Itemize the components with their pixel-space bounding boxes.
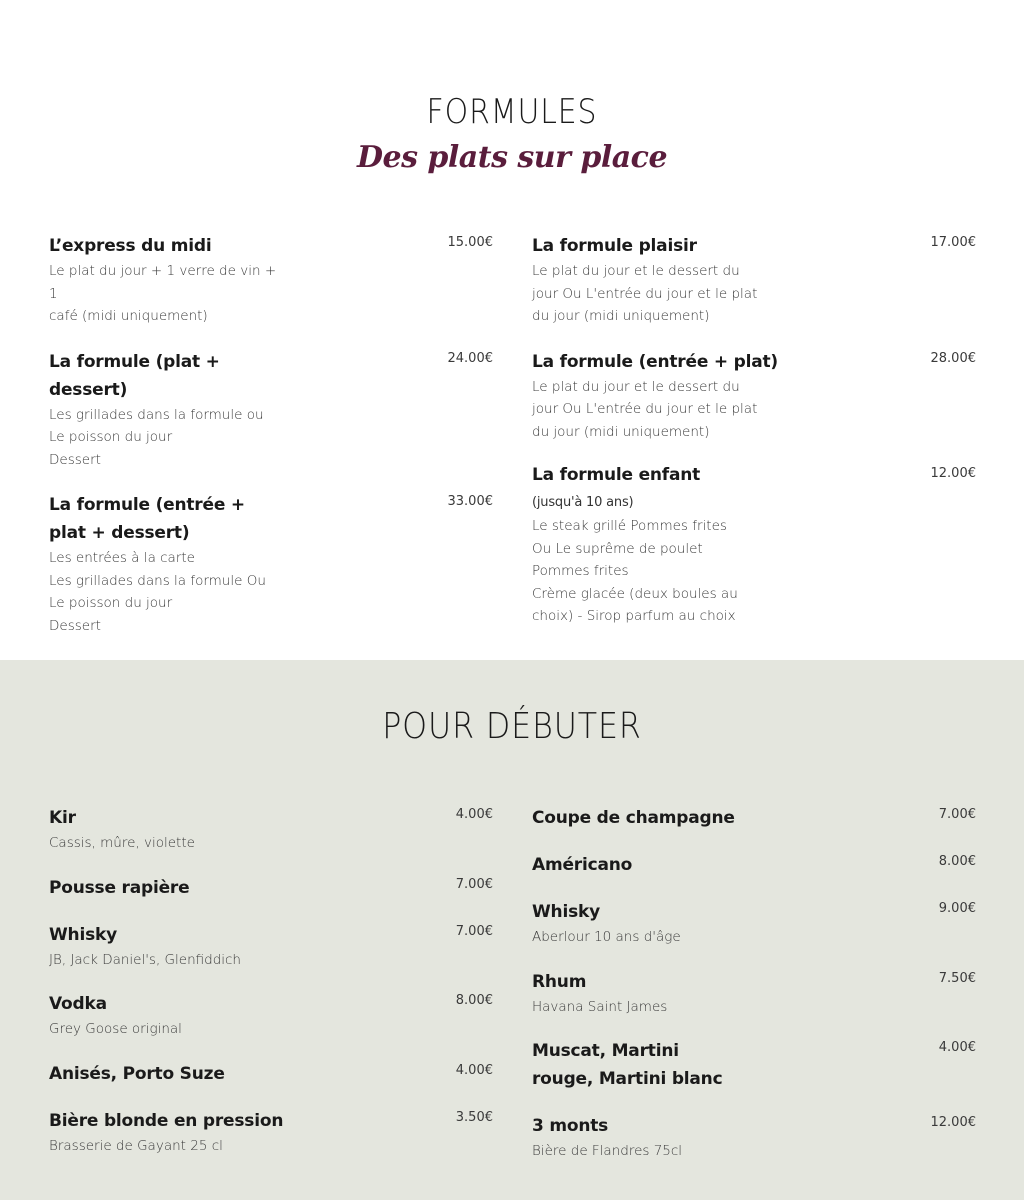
item-name: Américano	[532, 855, 633, 875]
item-description: Le plat du jour et le dessert du jour Ou L'entrée du jour et le plat du jour (midi uniquement)	[532, 378, 758, 440]
item-price: 4.00€	[938, 1040, 976, 1055]
menu-item	[532, 1037, 976, 1093]
item-description: Havana Saint James	[532, 998, 668, 1015]
menu-item	[532, 348, 976, 444]
item-description: Aberlour 10 ans d'âge	[532, 929, 681, 945]
debuter-section	[0, 660, 1024, 1200]
item-name: Coupe de champagne	[532, 808, 735, 828]
item-description: Cassis, mûre, violette	[49, 835, 195, 851]
item-name: Vodka	[49, 994, 107, 1014]
item-price: 24.00€	[447, 350, 493, 366]
item-name: L’express du midi	[49, 236, 212, 256]
menu-item	[532, 804, 976, 832]
item-name: Muscat, Martini rouge, Martini blanc	[532, 1041, 723, 1089]
menu-item	[532, 851, 976, 879]
menu-item	[49, 990, 493, 1041]
item-price: 7.50€	[938, 970, 976, 986]
menu-item	[49, 232, 493, 328]
item-name: Kir	[49, 808, 76, 828]
item-description: Grey Goose original	[49, 1021, 182, 1037]
item-description: Les grillades dans la formule ou Le poisson du jour Dessert	[49, 406, 264, 468]
item-price: 28.00€	[930, 350, 976, 366]
menu-item	[532, 232, 976, 328]
item-name: Anisés, Porto Suze	[49, 1063, 225, 1084]
menu-item	[49, 921, 493, 972]
item-price: 9.00€	[938, 901, 976, 916]
item-name: Pousse rapière	[49, 877, 190, 898]
item-description: Bière de Flandres 75cl	[532, 1143, 683, 1159]
menu-item	[49, 1107, 493, 1158]
item-price: 33.00€	[447, 494, 493, 509]
item-name: La formule (entrée + plat + dessert)	[49, 495, 245, 543]
item-price: 8.00€	[455, 993, 493, 1008]
item-description: Le plat du jour et le dessert du jour Ou L'entrée du jour et le plat du jour (midi uniquement)	[532, 263, 758, 324]
item-name: Bière blonde en pression	[49, 1110, 284, 1131]
item-description: Les entrées à la carte Les grillades dans la formule Ou Le poisson du jour Dessert	[49, 550, 266, 634]
item-description: Le plat du jour + 1 verre de vin + 1 café (midi uniquement)	[49, 263, 277, 324]
menu-item	[532, 463, 976, 628]
formules-left-column	[49, 232, 493, 637]
item-price: 12.00€	[930, 1115, 976, 1130]
menu-item	[49, 1060, 493, 1088]
item-name-extra: (jusqu'à 10 ans)	[532, 495, 634, 510]
item-name: Whisky	[49, 924, 117, 945]
menu-item	[49, 874, 493, 902]
item-price: 12.00€	[930, 466, 976, 481]
item-name-main: La formule enfant	[532, 465, 701, 485]
formules-subtitle: Des plats sur place	[356, 140, 668, 175]
item-price: 17.00€	[930, 235, 976, 250]
item-name	[532, 463, 747, 515]
item-price: 4.00€	[455, 807, 493, 822]
item-name: La formule plaisir	[532, 236, 697, 256]
item-name: Rhum	[532, 971, 587, 992]
formules-title: FORMULES	[426, 92, 598, 132]
item-name: 3 monts	[532, 1116, 609, 1136]
menu-item	[49, 348, 493, 472]
formules-right-column	[532, 232, 976, 628]
item-price: 4.00€	[455, 1062, 493, 1078]
menu-item	[532, 898, 976, 949]
item-description: Le steak grillé Pommes frites Ou Le suprême de poulet Pommes frites Crème glacée (deux boules au choix) - Sirop parfum au choix	[532, 518, 738, 624]
item-name: La formule (entrée + plat)	[532, 351, 778, 372]
item-price: 7.00€	[938, 807, 976, 822]
menu-item	[49, 491, 493, 637]
item-price: 7.00€	[455, 876, 493, 892]
debuter-left-column	[49, 804, 493, 1157]
debuter-title: POUR DÉBUTER	[382, 706, 642, 747]
item-name: La formule (plat + dessert)	[49, 351, 220, 400]
menu-item	[532, 968, 976, 1019]
item-price: 7.00€	[455, 923, 493, 939]
item-name: Whisky	[532, 902, 600, 922]
item-price: 8.00€	[938, 854, 976, 869]
menu-item	[532, 1112, 976, 1163]
item-description: Brasserie de Gayant 25 cl	[49, 1137, 223, 1154]
item-price: 3.50€	[455, 1109, 493, 1125]
item-price: 15.00€	[447, 235, 493, 250]
item-description: JB, Jack Daniel's, Glenfiddich	[49, 951, 241, 968]
menu-item	[49, 804, 493, 855]
debuter-right-column	[532, 804, 976, 1163]
